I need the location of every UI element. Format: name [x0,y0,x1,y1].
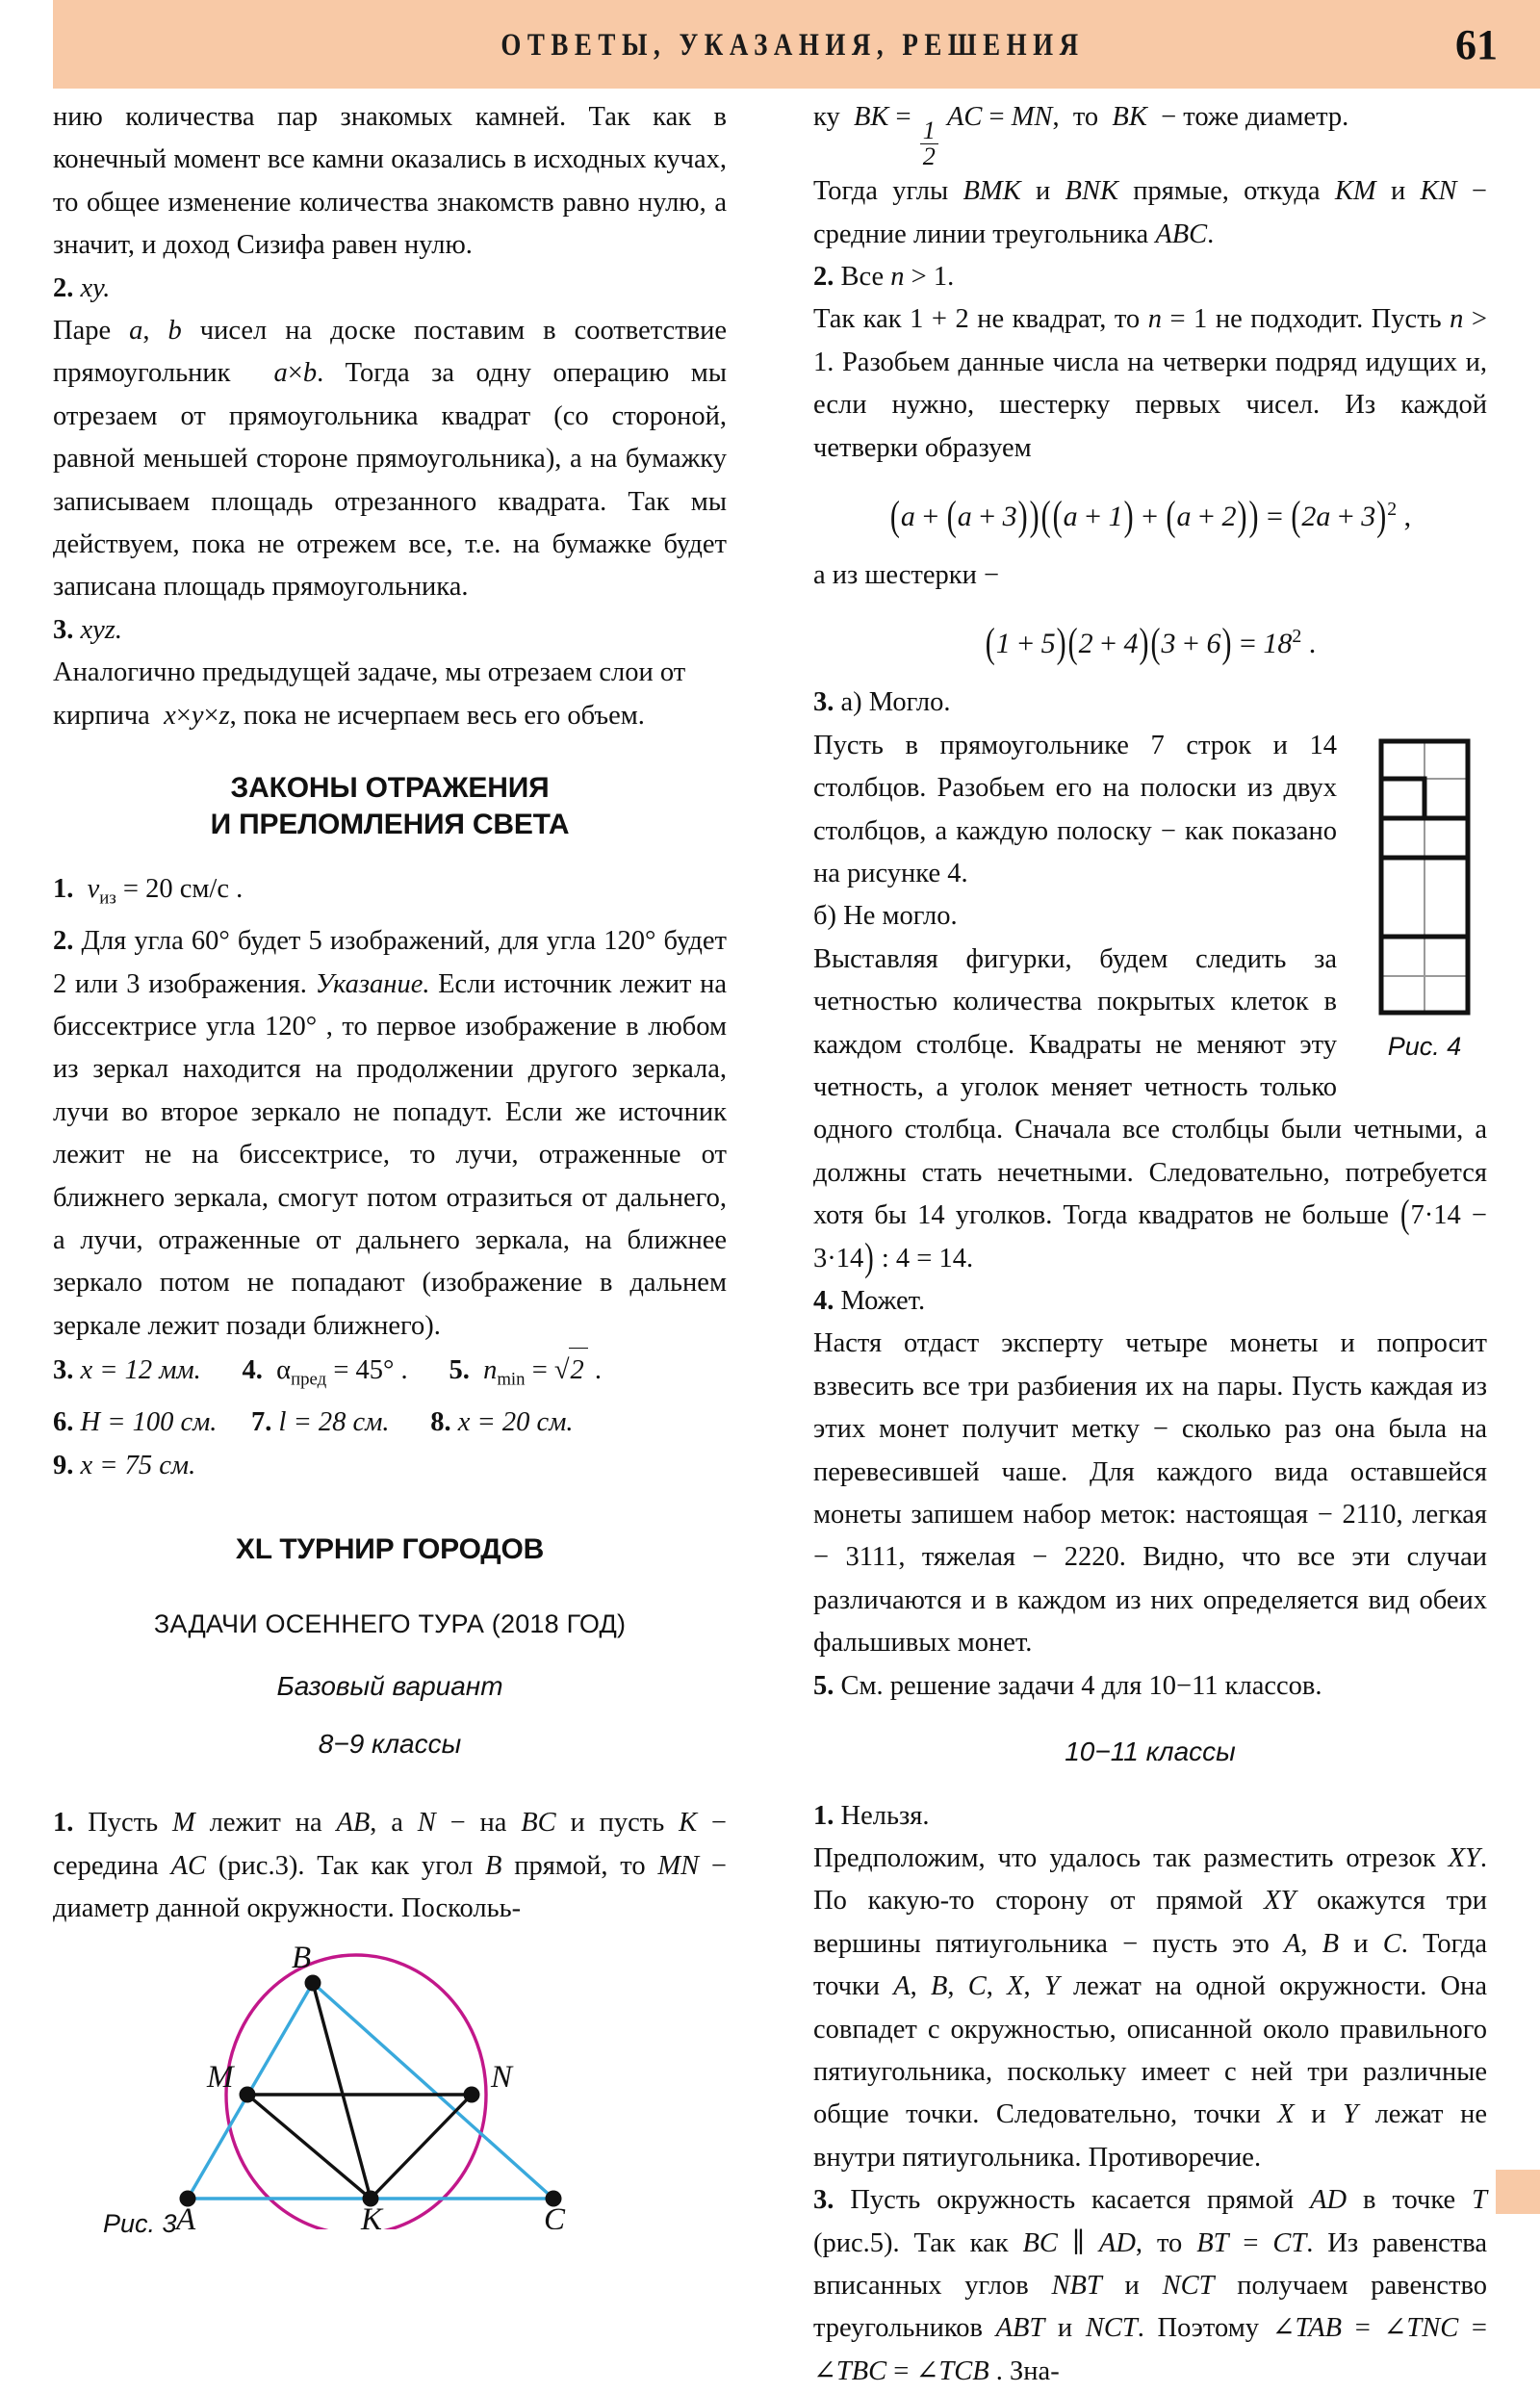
tournament-variant: Базовый вариант [276,1670,503,1701]
answer-2-label: 2. [53,272,74,303]
physics-answer-5-radicand: 2 [569,1348,588,1392]
fraction-one-half: $\frac{1}{2}$ [920,118,938,170]
physics-answer-1-var: v [87,874,100,905]
right-answer-2-heading: 2. Все n > 1. [813,261,955,292]
right-answer-3-heading [813,682,1487,724]
figure-3-caption: Рис. 3 [103,2208,177,2238]
paragraph-continued: нию количества пар знакомых камней. Так как в конечный момент все камни оказались в исходных кучах, то общее изменение количества знакомств равно нулю, а значит, и доход Сизифа равен нулю. [53,102,727,261]
answer-3-text: Аналогично предыдущей задаче, мы отрезаем слои от кирпича x×y×z, пока не исчерпаем весь его объем. [53,657,686,731]
right-continued-equation-line: ку BK = $\frac{1}{2}$ AC = MN, то BK − тоже диаметр. [813,102,1349,171]
physics-answer-6-value: H = 100 см. [80,1407,218,1438]
page-number: 61 [1455,20,1498,68]
label-c: C [544,2201,566,2229]
tournament-heading: XL ТУРНИР ГОРОДОВ [235,1533,545,1566]
physics-answer-7-value: l = 28 см. [278,1407,390,1438]
right-paragraph-1b: Тогда углы BMK и BNK прямые, откуда KM и KN − средние линии треугольника ABC. [813,176,1487,249]
right-answer-3-value-b: б) Не могло. [813,901,958,932]
physics-answer-4-label: 4. [242,1355,263,1386]
physics-answer-5-suffix: . [594,1355,603,1386]
answer-2-value: xy. [80,272,111,303]
tournament-subtitle: ЗАДАЧИ ОСЕННЕГО ТУРА (2018 ГОД) [153,1609,627,1639]
physics-answer-4-sub: пред [291,1369,327,1390]
physics-answer-2 [53,920,727,1348]
label-n: N [491,2059,513,2095]
physics-answer-3-value: x = 12 мм. [80,1355,201,1386]
physics-answer-1-sub: из [99,888,116,909]
two-column-body [0,96,1540,2386]
right-answer-3-text-b-main: Выставляя фигурки, будем следить за четностью количества покрытых клеток в каждом столбце. Квадраты не меняют эту четность, а уголок меняет четность только одного столбца. Сначала все столбцы были четными, а должны стать нечетными. Следовательно, потребуется хотя бы 14 уголков. Тогда квадратов не больше [813,943,1487,1231]
corner-tab-marker [1496,2170,1540,2214]
page-title: ОТВЕТЫ, УКАЗАНИЯ, РЕШЕНИЯ [500,26,1085,62]
label-b: B [292,1940,312,1975]
right-answer-2-label: 2. [813,261,834,292]
tournament-classes: 8−9 классы [318,1728,462,1759]
physics-answer-5-var: n [483,1355,498,1386]
page-header [53,0,1540,89]
figure-4-drawing [1378,738,1471,1016]
physics-answer-6-label: 6. [53,1407,74,1438]
physics-answer-9 [53,1445,727,1487]
right-answer-4-heading [813,1280,1487,1323]
cont-prefix: ку [813,102,840,132]
display-equation-1: $(a + (a + 3))((a + 1) + (a + 2)) = (2a + 3)^2$ , [889,493,1412,540]
right-answer-5-text: См. решение задачи 4 для 10−11 классов. [840,1670,1322,1701]
physics-answer-5-eq: = [531,1355,548,1386]
segment-bk [313,1983,371,2199]
physics-answer-2-text2: Если источник лежит на биссектрисе угла 120° , то первое изображение в любом из зеркал находится на продолжении другого зеркала, лучи во второе зеркало не попадут. Если же источник лежит не на биссектрисе, то лучи, отраженные от ближнего зеркала, смогут потом отразиться от дальнего, а лучи, отраженные от дальнего зеркала, на ближнее зеркало потом не попадают (изображение в дальнем зеркале лежит позади ближнего). [53,968,728,1341]
right-b1-heading [813,1795,1487,1838]
physics-answer-2-hint-word: Указание. [315,968,430,999]
task-1-text: 1. Пусть M лежит на AB, а N − на BC и пусть K − середина AC (рис.3). Так как угол B прямой, то MN − диаметр данной окружности. Поскольь- [53,1808,728,1924]
physics-answer-2-text1: Для угла 60° будет 5 изображений, для угла 120° будет 2 или 3 изображения. [53,926,727,999]
right-b1-label: 1. [813,1800,834,1831]
section-heading-line1: ЗАКОНЫ ОТРАЖЕНИЯ [230,772,550,805]
physics-answer-1-label: 1. [53,874,74,905]
right-answer-3-value: а) Могло. [840,687,951,718]
figure-4-caption: Рис. 4 [1387,1031,1462,1061]
task-1-label: 1. [53,1808,74,1839]
figure-3-drawing [53,1941,727,2229]
right-b3-text: 3. Пусть окружность касается прямой AD в точке T (рис.5). Так как BC ∥ AD, то BT = CT. Из равенства вписанных углов NBT и NCT получаем равенство треугольников ABT и NCT. Поэтому ∠TAB = ∠TNC = ∠TBC = ∠TCB . Зна- [813,2185,1488,2386]
physics-answer-5-sub: min [497,1369,526,1390]
physics-answer-8-value: x = 20 см. [457,1407,574,1438]
physics-answer-8-label: 8. [430,1407,451,1438]
answer-3-heading [53,609,727,652]
label-k: K [361,2201,383,2229]
display-equation-2: $(1 + 5)(2 + 4)(3 + 6) = 18^2$ . [985,620,1317,667]
answer-3-label: 3. [53,614,74,645]
classes-heading-10-11: 10−11 классы [1065,1737,1236,1767]
right-b3-label: 3. [813,2185,834,2216]
right-answer-3-label: 3. [813,687,834,718]
equation-lead-in: а из шестерки − [813,559,1000,590]
physics-answer-3-label: 3. [53,1355,74,1386]
right-b1-value: Нельзя. [840,1800,930,1831]
left-column [53,96,727,2249]
right-answer-4-text: Настя отдаст эксперту четыре монеты и попросит взвесить все три разбиения их на пары. Пусть каждая из этих монет получит метку − сколько раз она была на перевесившей чаше. Для каждого вида оставшейся монеты запишем набор меток: настоящая − 2110, легкая − 3111, тяжелая − 2220. Видно, что все эти случаи различаются и в каждом из них определяется вид обеих фальшивых монет. [813,1328,1487,1659]
physics-answer-9-label: 9. [53,1450,74,1480]
right-answer-4-label: 4. [813,1286,834,1317]
right-column [813,96,1487,2393]
sqrt-icon: √ [553,1355,570,1386]
right-b1-text: Предположим, что удалось так разместить отрезок XY. По какую-то сторону от прямой XY окажутся три вершины пятиугольника − пусть это A, B и C. Тогда точки A, B, C, X, Y лежат на одной окружности. Она совпадет с окружностью, описанной около правильного пятиугольника, поскольку имеет с ней три различные общие точки. Следовательно, точки X и Y лежат не внутри пятиугольника. Противоречие. [813,1842,1488,2173]
right-answer-3-equation-tail: (7·14 − 3·14) : 4 = 14. [813,1193,1488,1280]
physics-answer-1 [53,868,727,920]
right-answer-2-text: Так как 1 + 2 не квадрат, то n = 1 не подходит. Пусть n > 1. Разобьем данные числа на четверки подряд идущих и, если нужно, шестерку первых чисел. Из каждой четверки образуем [813,304,1488,463]
physics-answer-5-label: 5. [449,1355,470,1386]
point-n [464,2086,480,2102]
figure-3 [53,1941,727,2249]
physics-answer-2-label: 2. [53,926,74,957]
physics-answer-7-label: 7. [251,1407,272,1438]
figure-4-grid [1378,738,1471,1016]
label-a: A [176,2201,196,2229]
answer-2-heading [53,268,727,310]
physics-answer-9-value: x = 75 см. [80,1450,196,1480]
physics-answers-678 [53,1402,727,1444]
right-answer-5 [813,1665,1487,1708]
right-answer-3-text-a: Пусть в прямоугольнике 7 строк и 14 столбцов. Разобьем его на полоски из двух столбцов, а каждую полоску − как показано на рисунке 4. [813,730,1337,888]
answer-3-value: xyz. [80,614,123,645]
section-heading-line2: И ПРЕЛОМЛЕНИЯ СВЕТА [210,809,570,841]
point-m [240,2086,256,2102]
figure-4 [1362,738,1487,1068]
label-m: M [207,2059,234,2095]
physics-answers-345 [53,1348,727,1402]
right-answer-5-label: 5. [813,1670,834,1701]
answer-2-text: Паре a, b чисел на доске поставим в соответствие прямоугольник a×b. Тогда за одну операцию мы отрезаем от прямоугольника квадрат (со стороной, равной меньшей стороне прямоугольника), а на бумажку записываем площадь отрезанного квадрата. Так мы действуем, пока не отрежем все, т.е. на бумажке будет записана площадь прямоугольника. [53,316,728,603]
physics-answer-4-value: = 45° . [333,1355,408,1386]
physics-answer-4-var: α [276,1355,292,1386]
section-heading-optics [53,770,727,843]
point-b [305,1974,321,1991]
segment-mk [247,2095,371,2199]
physics-answer-1-value: = 20 см/с . [122,874,244,905]
right-answer-4-value: Может. [840,1286,926,1317]
